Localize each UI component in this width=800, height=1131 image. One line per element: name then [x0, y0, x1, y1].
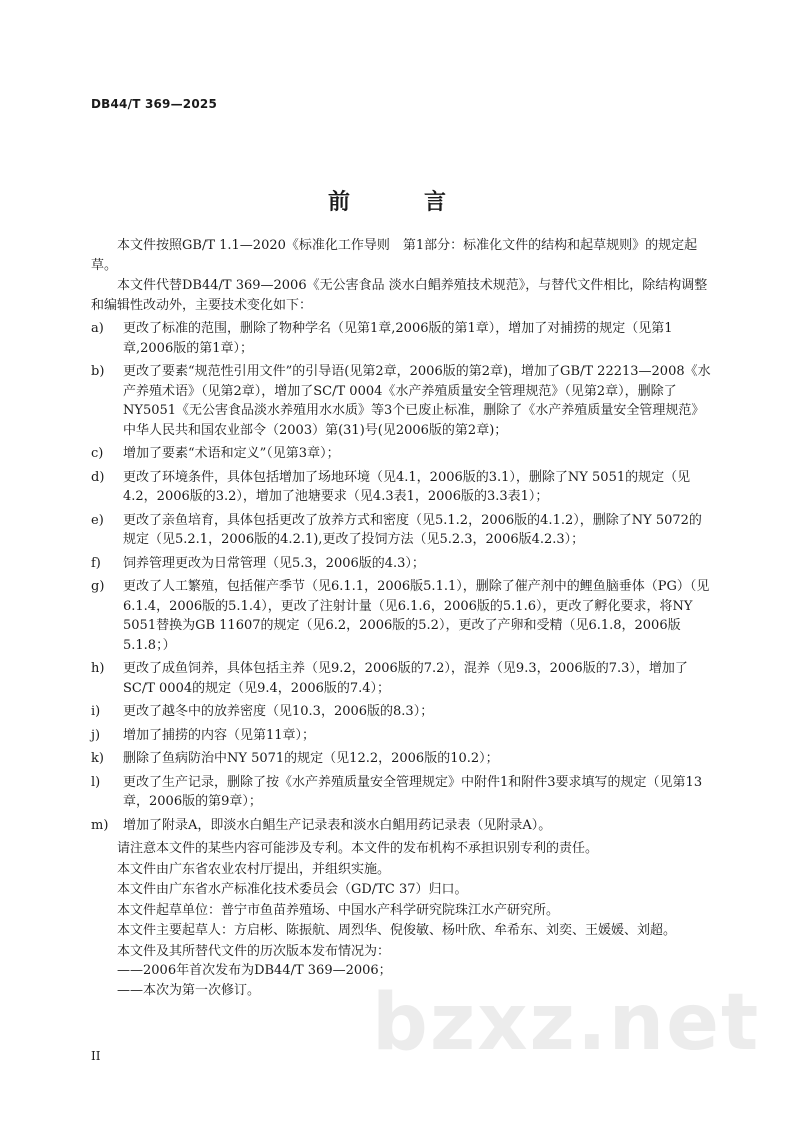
change-marker: d) — [91, 469, 105, 485]
change-item — [91, 577, 713, 655]
change-marker: k) — [91, 751, 104, 766]
change-marker: h) — [91, 661, 105, 676]
change-text: 更改了生产记录，删除了按《水产养殖质量安全管理规定》中附件1和附件3要求填写的规定（见第13章，2006版的第9章）； — [123, 774, 703, 809]
intro-paragraph-drafting: 本文件按照GB/T 1.1—2020《标准化工作导则 第1部分：标准化文件的结构和起草规则》的规定起草。 — [91, 238, 698, 273]
change-marker: i) — [91, 704, 101, 719]
committee-paragraph: 本文件由广东省水产标准化技术委员会（GD/TC 37）归口。 — [117, 882, 468, 897]
change-marker: e) — [91, 512, 104, 528]
change-text: 更改了人工繁殖，包括催产季节（见6.1.1，2006版5.1.1），删除了催产剂中的鲤鱼脑垂体（PG）（见6.1.4，2006版的5.1.4），更改了注射计量（见6.1.6，2006版的5.1.6），更改了孵化要求，将NY 5051替换为GB 11607的规定（见6.2，2006版的5.2），更改了产卵和受精（见6.1.8，2006版5.1.8；） — [123, 579, 710, 653]
change-marker: l) — [91, 774, 101, 790]
history-item: ——2006年首次发布为DB44/T 369—2006； — [117, 963, 392, 978]
change-marker: b) — [91, 364, 105, 379]
change-item — [91, 749, 713, 769]
drafters-paragraph: 本文件主要起草人：方启彬、陈振航、周烈华、倪俊敏、杨叶欣、牟希东、刘奕、王媛媛、刘超。 — [117, 923, 677, 938]
change-item — [91, 511, 713, 550]
change-item — [91, 726, 713, 746]
change-text: 饲养管理更改为日常管理（见5.3，2006版的4.3）； — [123, 555, 425, 571]
change-text: 增加了要素“术语和定义”（见第3章）； — [123, 446, 340, 461]
change-item — [91, 468, 713, 507]
page-title: 前 言 — [327, 189, 472, 215]
change-text: 更改了亲鱼培育，具体包括更改了放养方式和密度（见5.1.2，2006版的4.1.2），删除了NY 5072的规定（见5.2.1，2006版的4.2.1),更改了投饲方法（见5.2.3，2006版4.2.3）； — [123, 512, 702, 547]
change-text: 更改了越冬中的放养密度（见10.3，2006版的8.3）； — [123, 704, 434, 719]
change-marker: j) — [91, 727, 101, 743]
change-item — [91, 773, 713, 812]
watermark: bzxz.net — [372, 978, 761, 1068]
change-item — [91, 702, 713, 722]
change-item — [91, 362, 713, 440]
change-marker: a) — [91, 321, 104, 336]
history-item: ——本次为第一次修订。 — [117, 982, 261, 998]
change-text: 删除了鱼病防治中NY 5071的规定（见12.2，2006版的10.2）； — [123, 751, 499, 766]
change-item — [91, 816, 713, 836]
change-text: 增加了附录A，即淡水白鲳生产记录表和淡水白鲳用药记录表（见附录A）。 — [123, 817, 552, 833]
history-intro-paragraph: 本文件及其所替代文件的历次版本发布情况为： — [117, 943, 391, 959]
document-body — [91, 236, 713, 1000]
change-text: 更改了成鱼饲养，具体包括主养（见9.2，2006版的7.2），混养（见9.3，2006版的7.3），增加了SC/T 0004的规定（见9.4，2006版的7.4）； — [123, 661, 688, 696]
change-marker: m) — [91, 817, 109, 833]
change-text: 更改了环境条件，具体包括增加了场地环境（见4.1，2006版的3.1），删除了NY 5051的规定（见4.2，2006版的3.2），增加了池塘要求（见4.3表1，2006版的3.3表1）； — [123, 469, 691, 504]
change-item — [91, 659, 713, 698]
intro-paragraph-replacement: 本文件代替DB44/T 369—2006《无公害食品 淡水白鲳养殖技术规范》，与替代文件相比，除结构调整和编辑性改动外，主要技术变化如下： — [91, 278, 708, 313]
change-item — [91, 444, 713, 464]
patent-notice: 请注意本文件的某些内容可能涉及专利。本文件的发布机构不承担识别专利的责任。 — [117, 841, 599, 856]
change-item — [91, 319, 713, 358]
change-item — [91, 554, 713, 574]
change-text: 更改了要素“规范性引用文件”的引导语(见第2章，2006版的第2章)，增加了GB/T 22213—2008《水产养殖术语》（见第2章），增加了SC/T 0004《水产养殖质量安全管理规范》（见第2章），删除了NY5051《无公害食品淡水养殖用水水质》等3个已废止标准，删除了《水产养殖质量安全管理规范》中华人民共和国农业部令（2003）第(31)号(见2006版的第2章)； — [123, 364, 711, 438]
change-marker: c) — [91, 446, 104, 461]
page-number: II — [91, 1049, 101, 1063]
proposer-paragraph: 本文件由广东省农业农村厅提出，并组织实施。 — [117, 861, 391, 877]
drafting-units-paragraph: 本文件起草单位：普宁市鱼苗养殖场、中国水产科学研究院珠江水产研究所。 — [117, 902, 560, 918]
change-text: 更改了标准的范围，删除了物种学名（见第1章,2006版的第1章），增加了对捕捞的规定（见第1章,2006版的第1章）； — [123, 321, 673, 356]
change-marker: g) — [91, 579, 105, 594]
change-text: 增加了捕捞的内容（见第11章）； — [123, 727, 316, 743]
change-marker: f) — [91, 555, 101, 571]
standard-number: DB44/T 369—2025 — [91, 97, 217, 111]
